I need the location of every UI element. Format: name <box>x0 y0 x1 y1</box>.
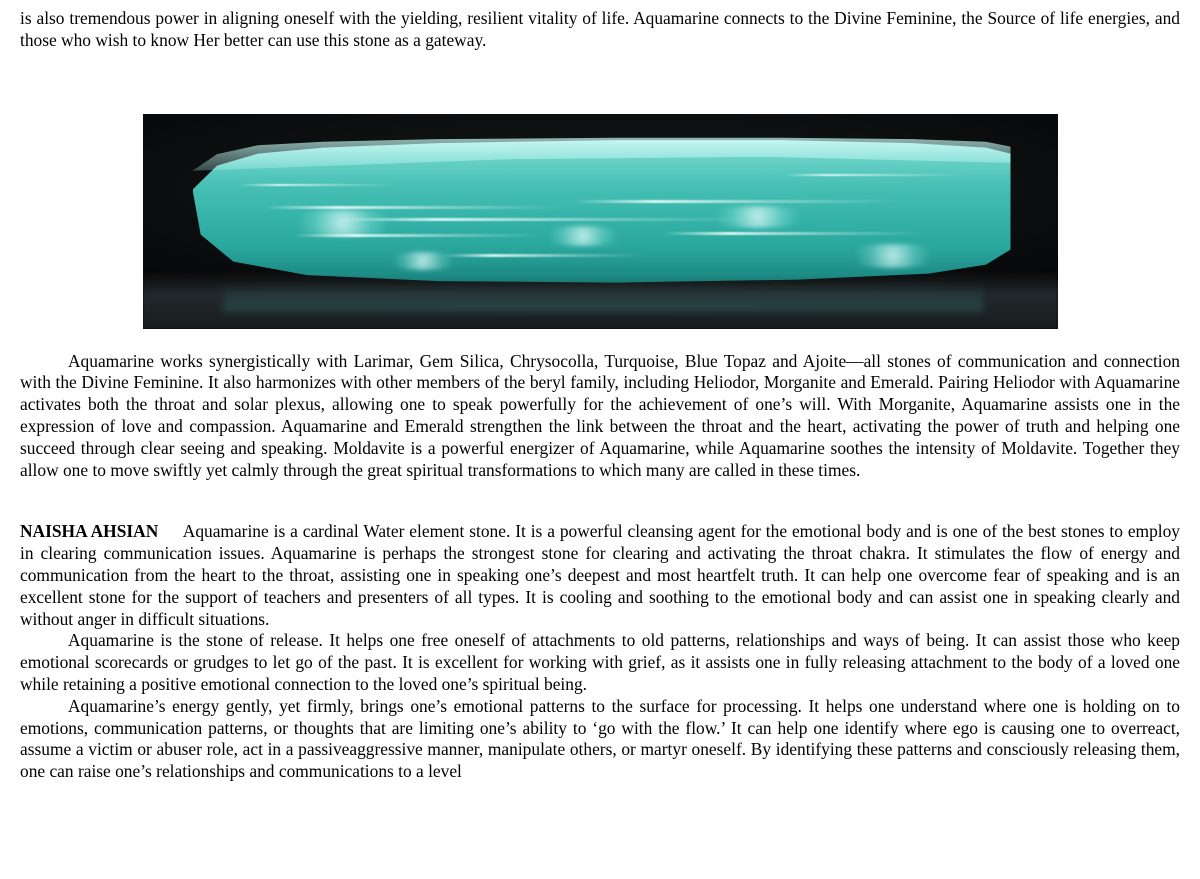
crystal-highlight <box>538 226 628 246</box>
crystal-striation <box>263 206 563 209</box>
crystal-photo <box>143 114 1058 329</box>
paragraph-release: Aquamarine is the stone of release. It helps one free oneself of attachments to old patterns, relationships and ways of being. It can assist those who keep emotional scorecards or grudges to let go of the past. It is excellent for working with grief, as it assists one in fully releasing attachment to the body of a loved one while retaining a positive emotional connection to the loved one’s spiritual being. <box>20 630 1180 694</box>
crystal-striation <box>663 232 923 235</box>
crystal-striation <box>443 254 643 257</box>
crystal-striation <box>238 184 398 186</box>
crystal-highlight <box>703 206 813 228</box>
crystal-highlight <box>843 244 943 268</box>
crystal-highlight <box>383 252 463 270</box>
crystal-striation <box>783 174 963 176</box>
paragraph-energy: Aquamarine’s energy gently, yet firmly, brings one’s emotional patterns to the surface for processing. It helps one understand where one is holding on to emotions, communication patterns, or thoughts that are limiting one’s ability to ‘go with the flow.’ It can help one identify where ego is causing one to overreact, assume a victim or abuser role, act in a passiveaggressive manner, manipulate others, or martyr oneself. By identifying these patterns and consciously releasing them, one can raise one’s relationships and communications to a level <box>20 695 1180 782</box>
section-spacer <box>20 481 1180 521</box>
crystal-reflection <box>223 282 983 312</box>
crystal-highlight <box>283 210 403 236</box>
section-body-text: Aquamarine is a cardinal Water element stone. It is a powerful cleansing agent for the emotional body and is one of the best stones to employ in clearing communication issues. Aquamarine is perhaps the strongest stone for clearing and activating the throat chakra. It stimulates the flow of energy and communication from the heart to the throat, assisting one in speaking one’s deepest and most heartfelt truth. It can help one overcome fear of speaking and is an excellent stone for the support of teachers and presenters of all types. It is cooling and soothing to the emotional body and can assist one in speaking clearly and without anger in difficult situations. <box>20 521 1180 629</box>
crystal-striation <box>573 200 903 203</box>
paragraph-continuation: is also tremendous power in aligning oneself with the yielding, resilient vitality of life. Aquamarine connects to the Divine Feminine, the Source of life energies, and those who wish to know Her better can use this stone as a gateway. <box>20 8 1180 50</box>
section-heading: NAISHA AHSIAN <box>20 521 159 542</box>
crystal-figure <box>20 114 1180 329</box>
section-heading-gap <box>158 521 183 541</box>
naisha-ahsian-paragraph <box>20 521 1180 630</box>
paragraph-synergy: Aquamarine works synergistically with Larimar, Gem Silica, Chrysocolla, Turquoise, Blue Topaz and Ajoite—all stones of communication and connection with the Divine Feminine. It also harmonizes with other members of the beryl family, including Heliodor, Morganite and Emerald. Pairing Heliodor with Aquamarine activates both the throat and solar plexus, allowing one to speak powerfully for the achievement of one’s will. With Morganite, Aquamarine assists one in the expression of love and compassion. Aquamarine and Emerald strengthen the link between the throat and the heart, activating the power of truth and helping one succeed through clear seeing and speaking. Moldavite is a powerful energizer of Aquamarine, while Aquamarine soothes the intensity of Moldavite. Together they allow one to move swiftly yet calmly through the great spiritual transformations to which many are called in these times. <box>20 350 1180 480</box>
